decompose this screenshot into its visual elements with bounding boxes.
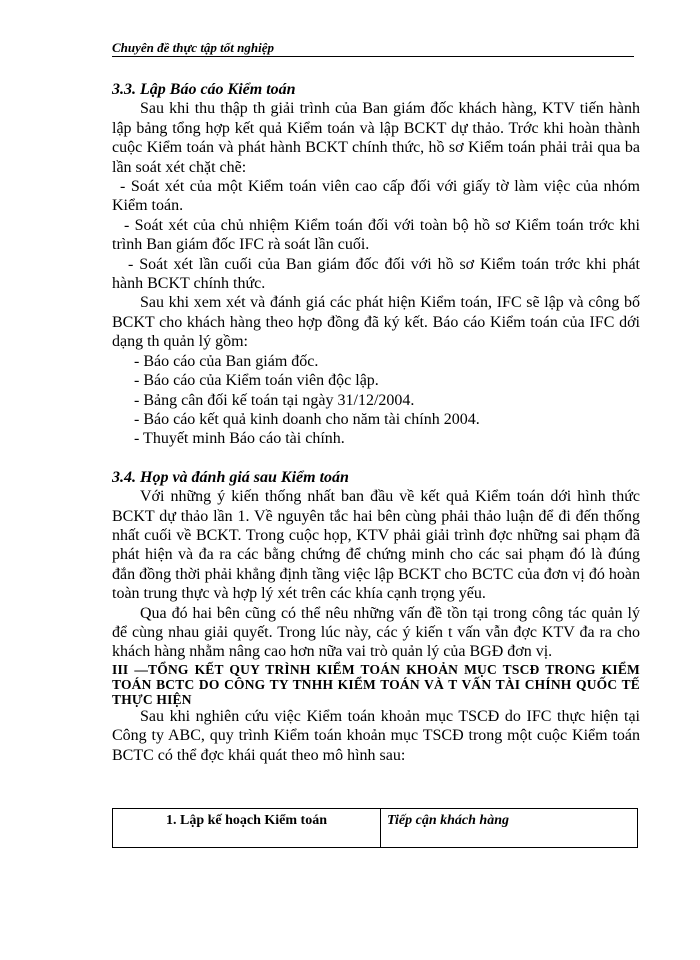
- section-3-4-heading: 3.4. Họp và đánh giá sau Kiểm toán: [112, 468, 349, 486]
- section-3-3-heading: 3.3. Lập Báo cáo Kiểm toán: [112, 81, 296, 98]
- review-item: - Soát xét lần cuối của Ban giám đốc đối với hồ sơ Kiểm toán trớc khi phát hành BCKT chính thức.: [112, 255, 640, 293]
- table-row: [113, 809, 638, 848]
- report-item: - Thuyết minh Báo cáo tài chính.: [134, 430, 345, 448]
- section-spacer: [112, 449, 640, 468]
- section-3-4-paragraph: Với những ý kiến thống nhất ban đầu về kết quả Kiểm toán dới hình thức BCKT dự thảo lần 1. Về nguyên tắc hai bên cùng phải thảo luận để đi đến thống nhất cuối về BCKT. Trong cuộc họp, KTV phải giải trình đợc những sai phạm đã phát hiện và đa ra các bằng chứng để chứng minh cho các sai phạm đó là đúng đắn đồng thời phải khẳng định tầng việc lập BCKT cho BCTC của đơn vị đó hoàn toàn trung thực và hợp lý xét trên các khía cạnh trọng yếu.: [112, 488, 640, 603]
- review-item: - Soát xét của chủ nhiệm Kiểm toán đối với toàn bộ hồ sơ Kiểm toán trớc khi trình Ban giám đốc IFC rà soát lần cuối.: [112, 216, 640, 254]
- process-step-cell: 1. Lập kế hoạch Kiểm toán: [113, 809, 381, 848]
- review-item: - Soát xét của một Kiểm toán viên cao cấp đối với giấy tờ làm việc của nhóm Kiểm toán.: [112, 178, 640, 215]
- section-3-3-after: Sau khi xem xét và đánh giá các phát hiện Kiểm toán, IFC sẽ lập và công bố BCKT cho khách hàng theo hợp đồng đã ký kết. Báo cáo Kiểm toán của IFC dới dạng th quản lý gồm:: [112, 294, 640, 351]
- section-3-4-paragraph: Qua đó hai bên cũng có thể nêu những vấn đề tồn tại trong công tác quản lý để cùng nhau giải quyết. Trong lúc này, các ý kiến t vấn vẫn đợc KTV đa ra cho khách hàng nhằm nâng cao hơn nữa vai trò quản lý của BGĐ đơn vị.: [112, 604, 640, 661]
- report-item: - Báo cáo của Ban giám đốc.: [134, 352, 319, 370]
- report-item: - Báo cáo của Kiểm toán viên độc lập.: [134, 372, 379, 390]
- section-3-3-intro: Sau khi thu thập th giải trình của Ban giám đốc khách hàng, KTV tiến hành lập bảng tổng hợp kết quả Kiểm toán và lập BCKT dự thảo. Trớc khi hoàn thành cuộc Kiểm toán và phát hành BCKT chính thức, hồ sơ Kiểm toán phải trải qua ba lần soát xét chặt chẽ:: [112, 100, 640, 176]
- section-III-heading: III —TỔNG KẾT QUY TRÌNH KIỂM TOÁN KHOẢN MỤC TSCĐ TRONG KIỂM TOÁN BCTC DO CÔNG TY TNHH KIỂM TOÁN VÀ T VẤN TÀI CHÍNH QUỐC TẾ THỰC HIỆN: [112, 661, 640, 707]
- report-item: - Báo cáo kết quả kinh doanh cho năm tài chính 2004.: [134, 410, 480, 428]
- process-detail-cell: Tiếp cận khách hàng: [381, 809, 638, 848]
- report-item: - Bảng cân đối kế toán tại ngày 31/12/2004.: [134, 391, 415, 409]
- header-rule: [112, 56, 634, 57]
- section-III-paragraph: Sau khi nghiên cứu việc Kiểm toán khoản mục TSCĐ do IFC thực hiện tại Công ty ABC, quy trình Kiểm toán khoản mục TSCĐ trong một cuộc Kiểm toán BCTC có thể đợc khái quát theo mô hình sau:: [112, 707, 640, 764]
- process-table: [112, 808, 638, 848]
- running-header: Chuyên đề thực tập tốt nghiệp: [112, 40, 274, 55]
- page-body: [112, 80, 640, 765]
